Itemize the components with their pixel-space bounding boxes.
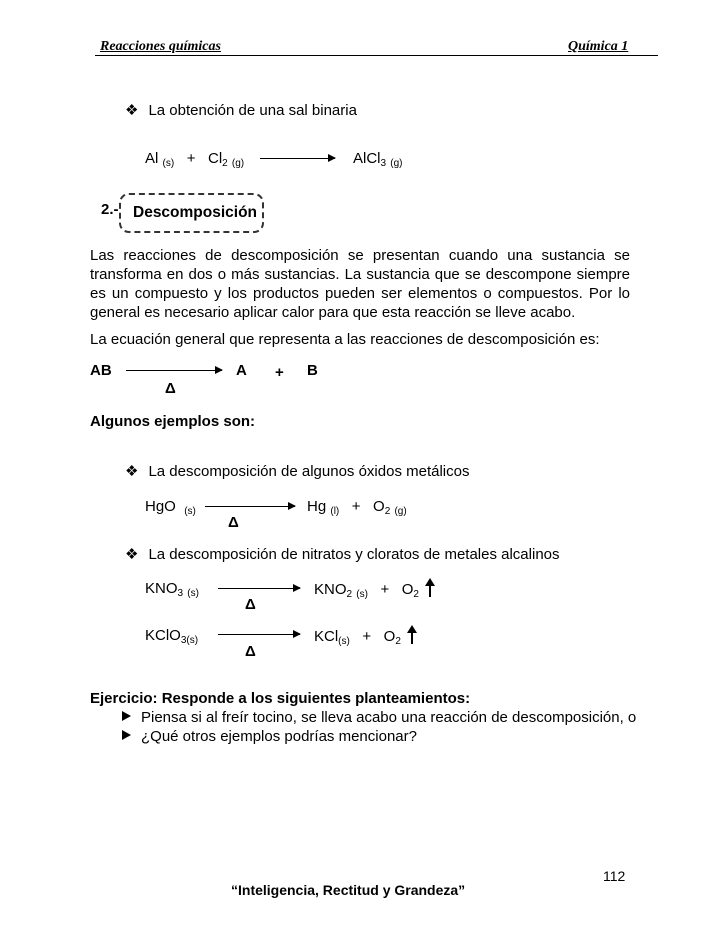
subscript: 2 <box>346 589 353 600</box>
product-o2: O <box>401 581 414 598</box>
subscript: 3(s) <box>180 635 199 646</box>
reactant-hgo: HgO <box>145 498 176 515</box>
state-label: (s) <box>162 158 175 169</box>
reaction-arrow-icon <box>218 634 300 635</box>
reaction-arrow-icon <box>205 506 295 507</box>
subscript: 2 <box>222 158 228 169</box>
reactant-kclo3: KClO <box>145 627 181 644</box>
plus-sign: + <box>351 498 361 515</box>
delta-heat-symbol: Δ <box>165 380 176 397</box>
bullet-metal-oxides <box>125 462 469 480</box>
equation-kclo3-products <box>314 627 417 647</box>
equation-salt-reactants <box>145 150 244 169</box>
arrow-bullet-icon <box>122 730 131 740</box>
equation-hgo-products <box>307 498 407 517</box>
product-hg: Hg <box>307 498 327 515</box>
subscript: 3 <box>380 158 387 169</box>
reactant-al: Al <box>145 150 159 167</box>
subscript: 2 <box>395 636 401 647</box>
exercise-item <box>122 709 636 726</box>
exercise-item <box>122 728 417 745</box>
reaction-arrow-icon <box>260 158 335 159</box>
diamond-bullet-icon: ❖ <box>125 546 139 563</box>
diamond-bullet-icon: ❖ <box>125 463 139 480</box>
delta-heat-symbol: Δ <box>245 643 256 660</box>
header-title-left: Reacciones químicas <box>100 39 221 54</box>
gas-release-arrow-icon <box>425 580 435 596</box>
plus-sign: + <box>186 150 196 167</box>
footer-motto: “Inteligencia, Rectitud y Grandeza” <box>231 882 466 898</box>
delta-heat-symbol: Δ <box>245 596 256 613</box>
exercise-item-text: ¿Qué otros ejemplos podrías mencionar? <box>141 728 417 745</box>
state-label: (s) <box>184 506 196 517</box>
state-label: (s) <box>187 588 199 599</box>
equation-salt-product <box>353 150 402 169</box>
diamond-bullet-icon: ❖ <box>125 102 139 119</box>
subscript: 2 <box>413 589 419 600</box>
delta-heat-symbol: Δ <box>228 514 239 531</box>
decomposition-paragraph: Las reacciones de descomposición se presentan cuando una sustancia se transforma en dos o más sustancias. La sustancia que se descompone siempre es un compuesto y los productos pueden ser elementos o compuestos. Por lo general es necesario aplicar calor para que esta reacción se lleve acabo. <box>90 247 630 321</box>
bullet-salt-binary <box>125 101 357 119</box>
general-reactant: AB <box>90 362 112 379</box>
product-o2: O <box>383 628 396 645</box>
state-label: (g) <box>231 158 245 169</box>
reaction-arrow-icon <box>218 588 300 589</box>
examples-title: Algunos ejemplos son: <box>90 413 256 430</box>
bullet-text: La obtención de una sal binaria <box>148 102 357 119</box>
plus-sign: + <box>275 364 284 381</box>
gas-release-arrow-icon <box>407 627 417 643</box>
state-label: (g) <box>394 506 407 517</box>
state-label: (g) <box>390 158 403 169</box>
bullet-text: La descomposición de nitratos y cloratos de metales alcalinos <box>148 546 560 563</box>
subscript: 2 <box>384 506 391 517</box>
state-label: (s) <box>356 589 368 600</box>
section-title: Descomposición <box>133 204 258 221</box>
equation-kno3-products <box>314 580 435 600</box>
subscript: 3 <box>177 588 184 599</box>
product-o2: O <box>373 498 385 515</box>
general-equation-intro: La ecuación general que representa a las reacciones de descomposición es: <box>90 331 600 348</box>
plus-sign: + <box>362 628 372 645</box>
reactant-kno3: KNO <box>145 580 178 597</box>
exercise-item-text: Piensa si al freír tocino, se lleva acabo una reacción de descomposición, o <box>141 709 637 726</box>
equation-kno3-reactant <box>145 580 199 599</box>
general-product-b: B <box>307 362 318 379</box>
subscript: (s) <box>338 636 350 647</box>
bullet-text: La descomposición de algunos óxidos metálicos <box>148 463 470 480</box>
plus-sign: + <box>380 581 390 598</box>
exercise-title: Ejercicio: Responde a los siguientes planteamientos: <box>90 690 471 707</box>
equation-hgo-reactant <box>145 498 196 517</box>
reaction-arrow-icon <box>126 370 222 371</box>
page-number: 112 <box>603 868 626 884</box>
bullet-nitrates-chlorates <box>125 545 560 563</box>
general-product-a: A <box>236 362 247 379</box>
section-number: 2.- <box>101 201 119 218</box>
arrow-bullet-icon <box>122 711 131 721</box>
product-kcl: KCl <box>314 628 339 645</box>
equation-kclo3-reactant <box>145 627 198 646</box>
header-title-right: Química 1 <box>568 39 629 54</box>
state-label: (l) <box>330 506 340 517</box>
reactant-cl: Cl <box>207 150 223 167</box>
header-rule <box>95 55 658 56</box>
product-kno2: KNO <box>314 581 347 598</box>
product-alcl: AlCl <box>353 150 381 167</box>
